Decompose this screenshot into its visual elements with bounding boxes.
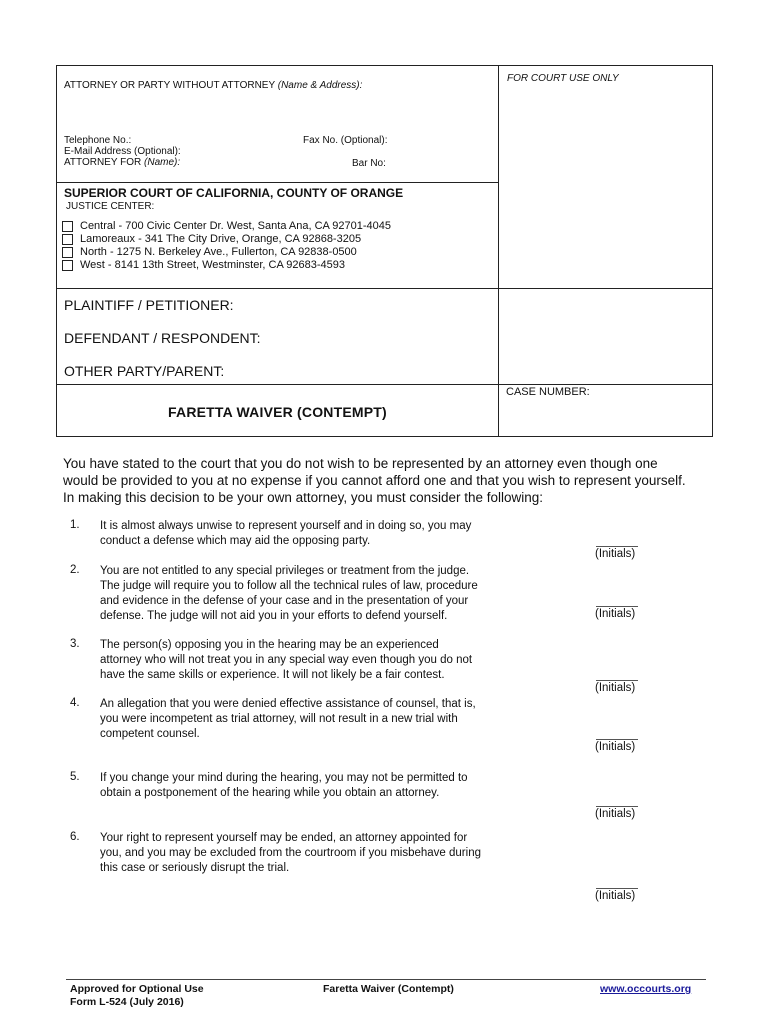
form-title: FARETTA WAIVER (CONTEMPT)	[168, 404, 387, 420]
item-number: 1.	[70, 519, 80, 531]
attorney-for-label: ATTORNEY FOR (Name):	[64, 157, 181, 168]
footer-approved: Approved for Optional Use	[70, 983, 204, 995]
attorney-label: ATTORNEY OR PARTY WITHOUT ATTORNEY (Name & Address):	[64, 80, 363, 91]
footer-title: Faretta Waiver (Contempt)	[323, 983, 454, 995]
fax-label: Fax No. (Optional):	[303, 135, 388, 146]
center-central-label: Central - 700 Civic Center Dr. West, Santa Ana, CA 92701-4045	[80, 220, 392, 232]
footer-rule	[66, 979, 706, 980]
initials-line[interactable]	[596, 739, 638, 740]
initials-line[interactable]	[596, 606, 638, 607]
initials-line[interactable]	[596, 806, 638, 807]
item-number: 2.	[70, 564, 80, 576]
item-text: You are not entitled to any special privileges or treatment from the judge. The judge will require you to follow all the technical rules of law, procedure and evidence in the defense of your case and in the presentation of your defense. The judge will not aid you in your efforts to defend yourself.	[100, 565, 478, 622]
checkbox-central[interactable]	[62, 221, 73, 232]
initials-line[interactable]	[596, 888, 638, 889]
attorney-section-divider	[56, 182, 499, 183]
checkbox-lamoreaux[interactable]	[62, 234, 73, 245]
court-name: SUPERIOR COURT OF CALIFORNIA, COUNTY OF ORANGE	[64, 186, 404, 200]
initials-label: (Initials)	[595, 682, 636, 694]
case-number-divider	[56, 384, 713, 385]
checkbox-north[interactable]	[62, 247, 73, 258]
initials-line[interactable]	[596, 680, 638, 681]
item-text: It is almost always unwise to represent yourself and in doing so, you may conduct a defense which may aid the opposing party.	[100, 520, 472, 547]
item-text: Your right to represent yourself may be ended, an attorney appointed for you, and you may be excluded from the courtroom if you misbehave during this case or seriously disrupt the trial.	[100, 832, 481, 874]
justice-center-label: JUSTICE CENTER:	[66, 201, 155, 212]
item-number: 3.	[70, 638, 80, 650]
initials-label: (Initials)	[595, 890, 636, 902]
intro-paragraph: You have stated to the court that you do not wish to be represented by an attorney even though one would be provided to you at no expense if you cannot afford one and that you wish to represent yourself. In making this decision to be your own attorney, you must consider the following:	[63, 456, 686, 505]
telephone-label: Telephone No.:	[64, 135, 132, 146]
item-number: 6.	[70, 831, 80, 843]
item-number: 4.	[70, 697, 80, 709]
item-number: 5.	[70, 771, 80, 783]
other-party-label: OTHER PARTY/PARENT:	[64, 363, 225, 379]
initials-label: (Initials)	[595, 548, 636, 560]
checkbox-west[interactable]	[62, 260, 73, 271]
case-number-label: CASE NUMBER:	[506, 386, 590, 398]
item-text: If you change your mind during the hearing, you may not be permitted to obtain a postponement of the hearing while you obtain an attorney.	[100, 772, 468, 799]
initials-label: (Initials)	[595, 741, 636, 753]
item-text: An allegation that you were denied effective assistance of counsel, that is, you were incompetent as trial attorney, will not result in a new trial with competent counsel.	[100, 698, 476, 740]
plaintiff-label: PLAINTIFF / PETITIONER:	[64, 297, 234, 313]
email-label: E-Mail Address (Optional):	[64, 146, 181, 157]
court-section-divider	[56, 288, 713, 289]
center-west-label: West - 8141 13th Street, Westminster, CA 92683-4593	[80, 259, 345, 271]
court-use-divider	[498, 65, 499, 437]
bar-number-label: Bar No:	[352, 158, 386, 169]
footer-website-link[interactable]: www.occourts.org	[600, 983, 692, 995]
footer-form-number: Form L-524 (July 2016)	[70, 996, 184, 1008]
initials-label: (Initials)	[595, 608, 636, 620]
defendant-label: DEFENDANT / RESPONDENT:	[64, 330, 261, 346]
center-lamoreaux-label: Lamoreaux - 341 The City Drive, Orange, CA 92868-3205	[80, 233, 362, 245]
center-north-label: North - 1275 N. Berkeley Ave., Fullerton, CA 92838-0500	[80, 246, 357, 258]
initials-line[interactable]	[596, 546, 638, 547]
initials-label: (Initials)	[595, 808, 636, 820]
item-text: The person(s) opposing you in the hearing may be an experienced attorney who will not treat you in any special way even though you do not have the same skills or experience. It will not likely be a fair contest.	[100, 639, 473, 681]
court-use-label: FOR COURT USE ONLY	[507, 73, 619, 84]
